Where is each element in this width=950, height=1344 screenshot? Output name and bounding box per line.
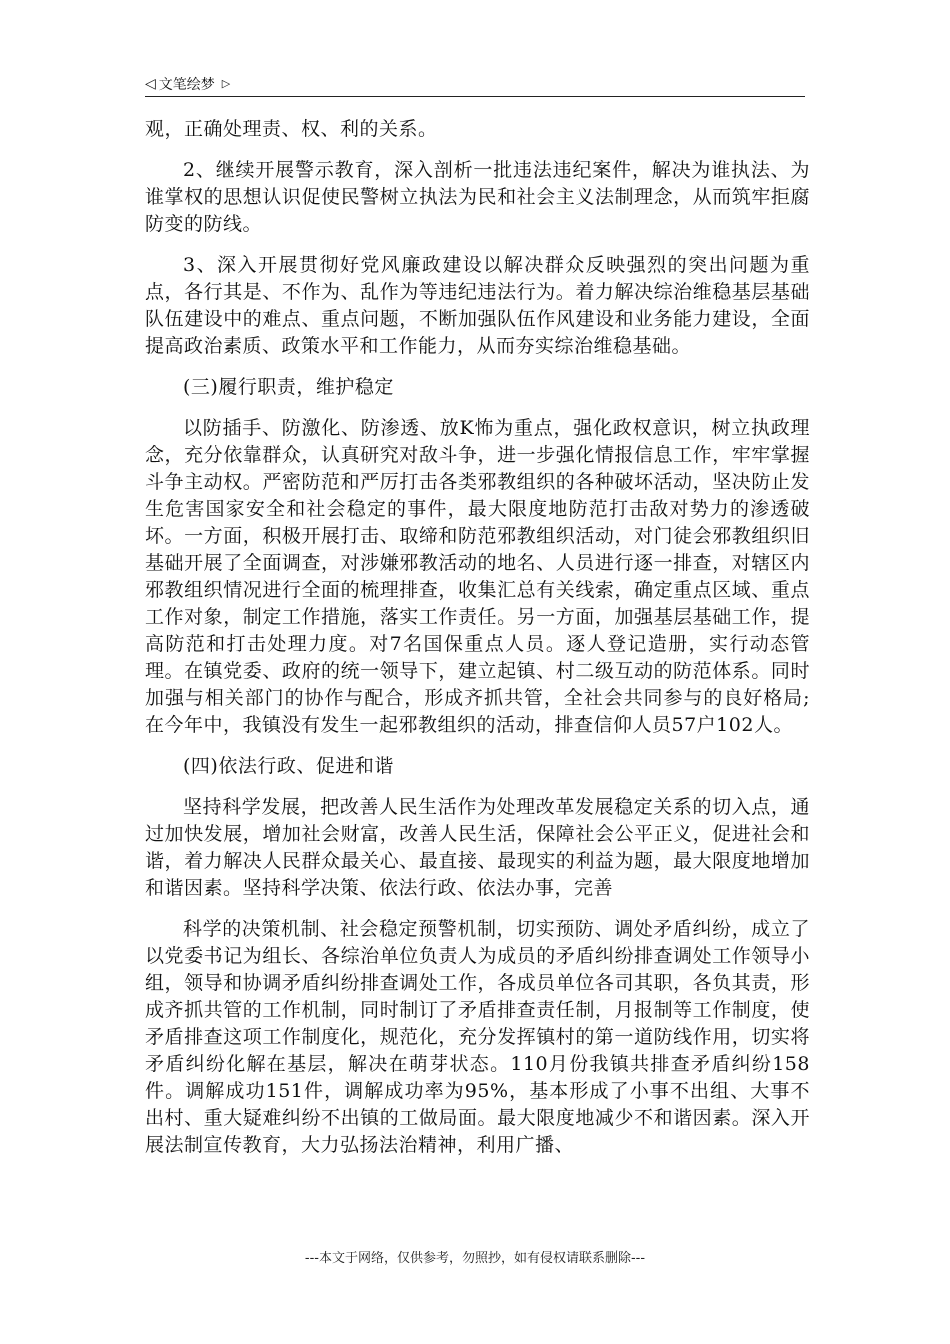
paragraph-section-4-continued: 科学的决策机制、社会稳定预警机制，切实预防、调处矛盾纠纷，成立了以党委书记为组长、各综治单位负责人为成员的矛盾纠纷排查调处工作领导小组，领导和协调矛盾纠纷排查调处工作，各成员单位各司其职，各负其责，形成齐抓共管的工作机制，同时制订了矛盾排查责任制，月报制等工作制度，使矛盾排查这项工作制度化，规范化，充分发挥镇村的第一道防线作用，切实将矛盾纠纷化解在基层，解决在萌芽状态。110月份我镇共排查矛盾纠纷158件。调解成功151件，调解成功率为95%，基本形成了小事不出组、大事不出村、重大疑难纠纷不出镇的工做局面。最大限度地减少不和谐因素。深入开展法制宣传教育，大力弘扬法治精神，利用广播、 [145, 918, 810, 1156]
document-body [145, 116, 810, 1173]
triangle-left-icon: ◁ [145, 76, 156, 92]
triangle-right-icon: ▷ [221, 77, 231, 90]
paragraph-section-3: 以防插手、防激化、防渗透、放K怖为重点，强化政权意识，树立执政理念，充分依靠群众，认真研究对敌斗争，进一步强化情报信息工作，牢牢掌握斗争主动权。严密防范和严厉打击各类邪教组织的各种破坏活动，坚决防止发生危害国家安全和社会稳定的事件，最大限度地防范打击敌对势力的渗透破坏。一方面，积极开展打击、取缔和防范邪教组织活动，对门徒会邪教组织旧基础开展了全面调查，对涉嫌邪教活动的地名、人员进行逐一排查，对辖区内邪教组织情况进行全面的梳理排查，收集汇总有关线索，确定重点区域、重点工作对象，制定工作措施，落实工作责任。另一方面，加强基层基础工作，提高防范和打击处理力度。对7名国保重点人员。逐人登记造册，实行动态管理。在镇党委、政府的统一领导下，建立起镇、村二级互动的防范体系。同时加强与相关部门的协作与配合，形成齐抓共管，全社会共同参与的良好格局;在今年中，我镇没有发生一起邪教组织的活动，排查信仰人员57户102人。 [145, 417, 810, 736]
paragraph-item-3: 3、深入开展贯彻好党风廉政建设以解决群众反映强烈的突出问题为重点，各行其是、不作为、乱作为等违纪违法行为。着力解决综治维稳基层基础队伍建设中的难点、重点问题，不断加强队伍作风建设和业务能力建设，全面提高政治素质、政策水平和工作能力，从而夯实综治维稳基础。 [145, 254, 810, 357]
brand [145, 74, 230, 94]
paragraph-section-4: 坚持科学发展，把改善人民生活作为处理改革发展稳定关系的切入点，通过加快发展，增加社会财富，改善人民生活，保障社会公平正义，促进社会和谐，着力解决人民群众最关心、最直接、最现实的利益为题，最大限度地增加和谐因素。坚持科学决策、依法行政、依法办事，完善 [145, 796, 810, 899]
section-heading-4: (四)依法行政、促进和谐 [183, 755, 394, 777]
paragraph-continuation: 观，正确处理责、权、利的关系。 [145, 118, 438, 140]
section-heading-3: (三)履行职责，维护稳定 [183, 376, 394, 398]
paragraph-item-2: 2、继续开展警示教育，深入剖析一批违法违纪案件，解决为谁执法、为谁掌权的思想认识促使民警树立执法为民和社会主义法制理念，从而筑牢拒腐防变的防线。 [145, 159, 810, 235]
page-header [145, 72, 805, 97]
brand-name: 文笔绘梦 [158, 77, 215, 93]
footer-notice: ---本文于网络，仅供参考，勿照抄，如有侵权请联系删除--- [304, 1251, 646, 1266]
